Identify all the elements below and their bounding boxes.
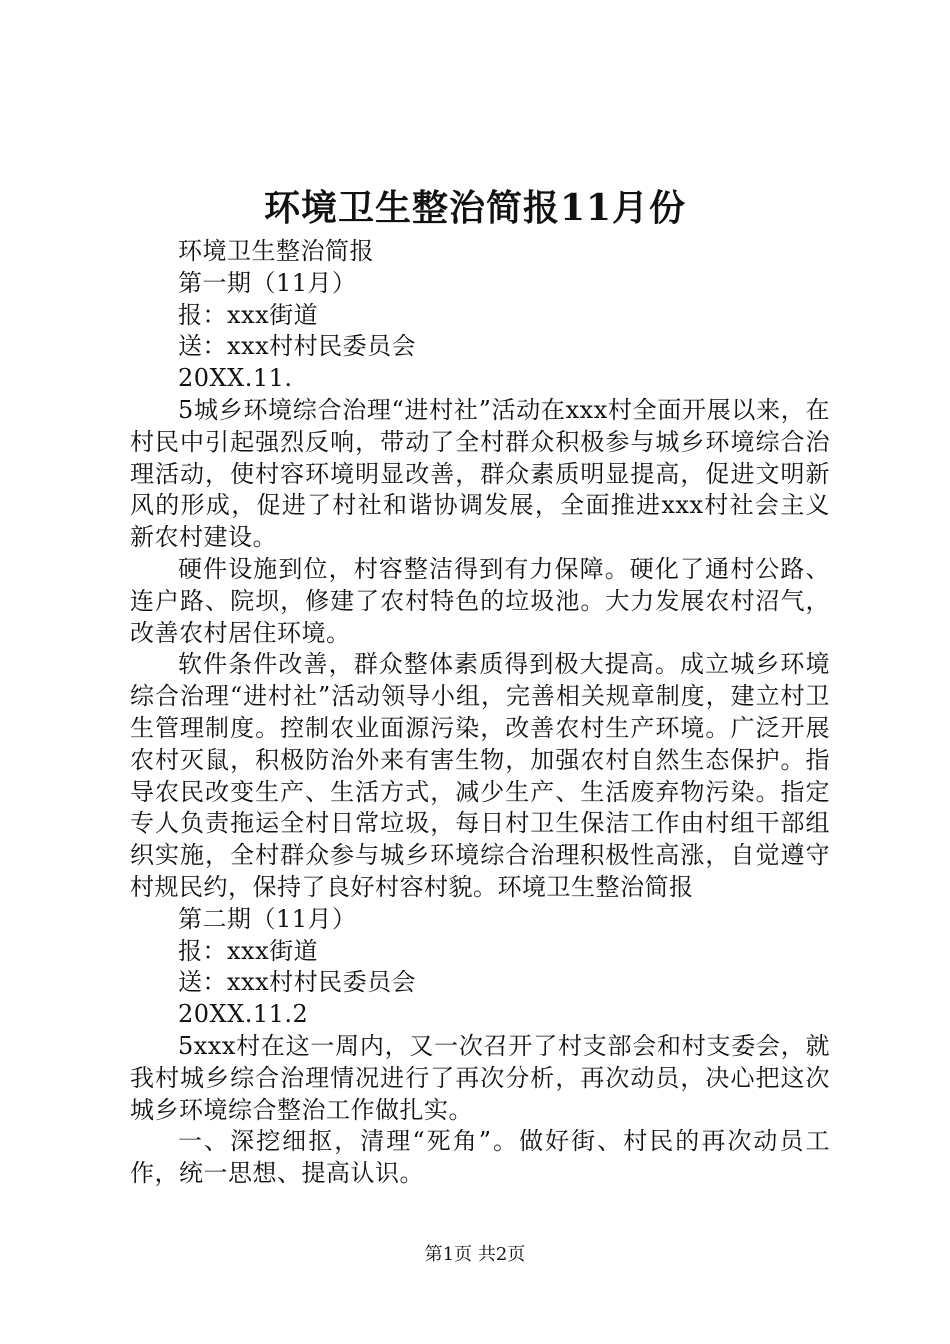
body-paragraph: 5城乡环境综合治理“进村社”活动在xxx村全面开展以来，在村民中引起强烈反响，带动了全村群众积极参与城乡环境综合治理活动，使村容环境明显改善，群众素质明显提高，促进文明新风的形成，促进了村社和谐协调发展，全面推进xxx村社会主义新农村建设。	[130, 395, 830, 552]
document-title: 环境卫生整治简报11月份	[263, 187, 687, 229]
report-name: 环境卫生整治简报	[178, 237, 374, 265]
report-to: 报：xxx街道	[178, 936, 319, 965]
send-to: 送：xxx村村民委员会	[178, 968, 417, 997]
report-date: 20XX.11.	[178, 364, 293, 393]
document-body	[130, 236, 830, 1190]
report-to: 报：xxx街道	[178, 300, 319, 329]
report-date: 20XX.11.2	[178, 1000, 309, 1029]
issue-number: 第二期（11月）	[178, 904, 357, 933]
body-paragraph: 一、深挖细抠，清理“死角”。做好街、村民的再次动员工作，统一思想、提高认识。	[130, 1127, 830, 1188]
send-to: 送：xxx村村民委员会	[178, 332, 417, 361]
body-paragraph: 5xxx村在这一周内，又一次召开了村支部会和村支委会，就我村城乡综合治理情况进行了再次分析，再次动员，决心把这次城乡环境综合整治工作做扎实。	[130, 1031, 830, 1124]
issue-number: 第一期（11月）	[178, 268, 357, 297]
page-footer: 第1页 共2页	[424, 1244, 526, 1265]
body-paragraph: 硬件设施到位，村容整洁得到有力保障。硬化了通村公路、连户路、院坝，修建了农村特色的垃圾池。大力发展农村沼气，改善农村居住环境。	[130, 554, 830, 647]
body-paragraph: 软件条件改善，群众整体素质得到极大提高。成立城乡环境综合治理“进村社”活动领导小组，完善相关规章制度，建立村卫生管理制度。控制农业面源污染，改善农村生产环境。广泛开展农村灭鼠，积极防治外来有害生物，加强农村自然生态保护。指导农民改变生产、生活方式，减少生产、生活废弃物污染。指定专人负责拖运全村日常垃圾，每日村卫生保洁工作由村组干部组织实施，全村群众参与城乡环境综合治理积极性高涨，自觉遵守村规民约，保持了良好村容村貌。环境卫生整治简报	[130, 650, 830, 901]
